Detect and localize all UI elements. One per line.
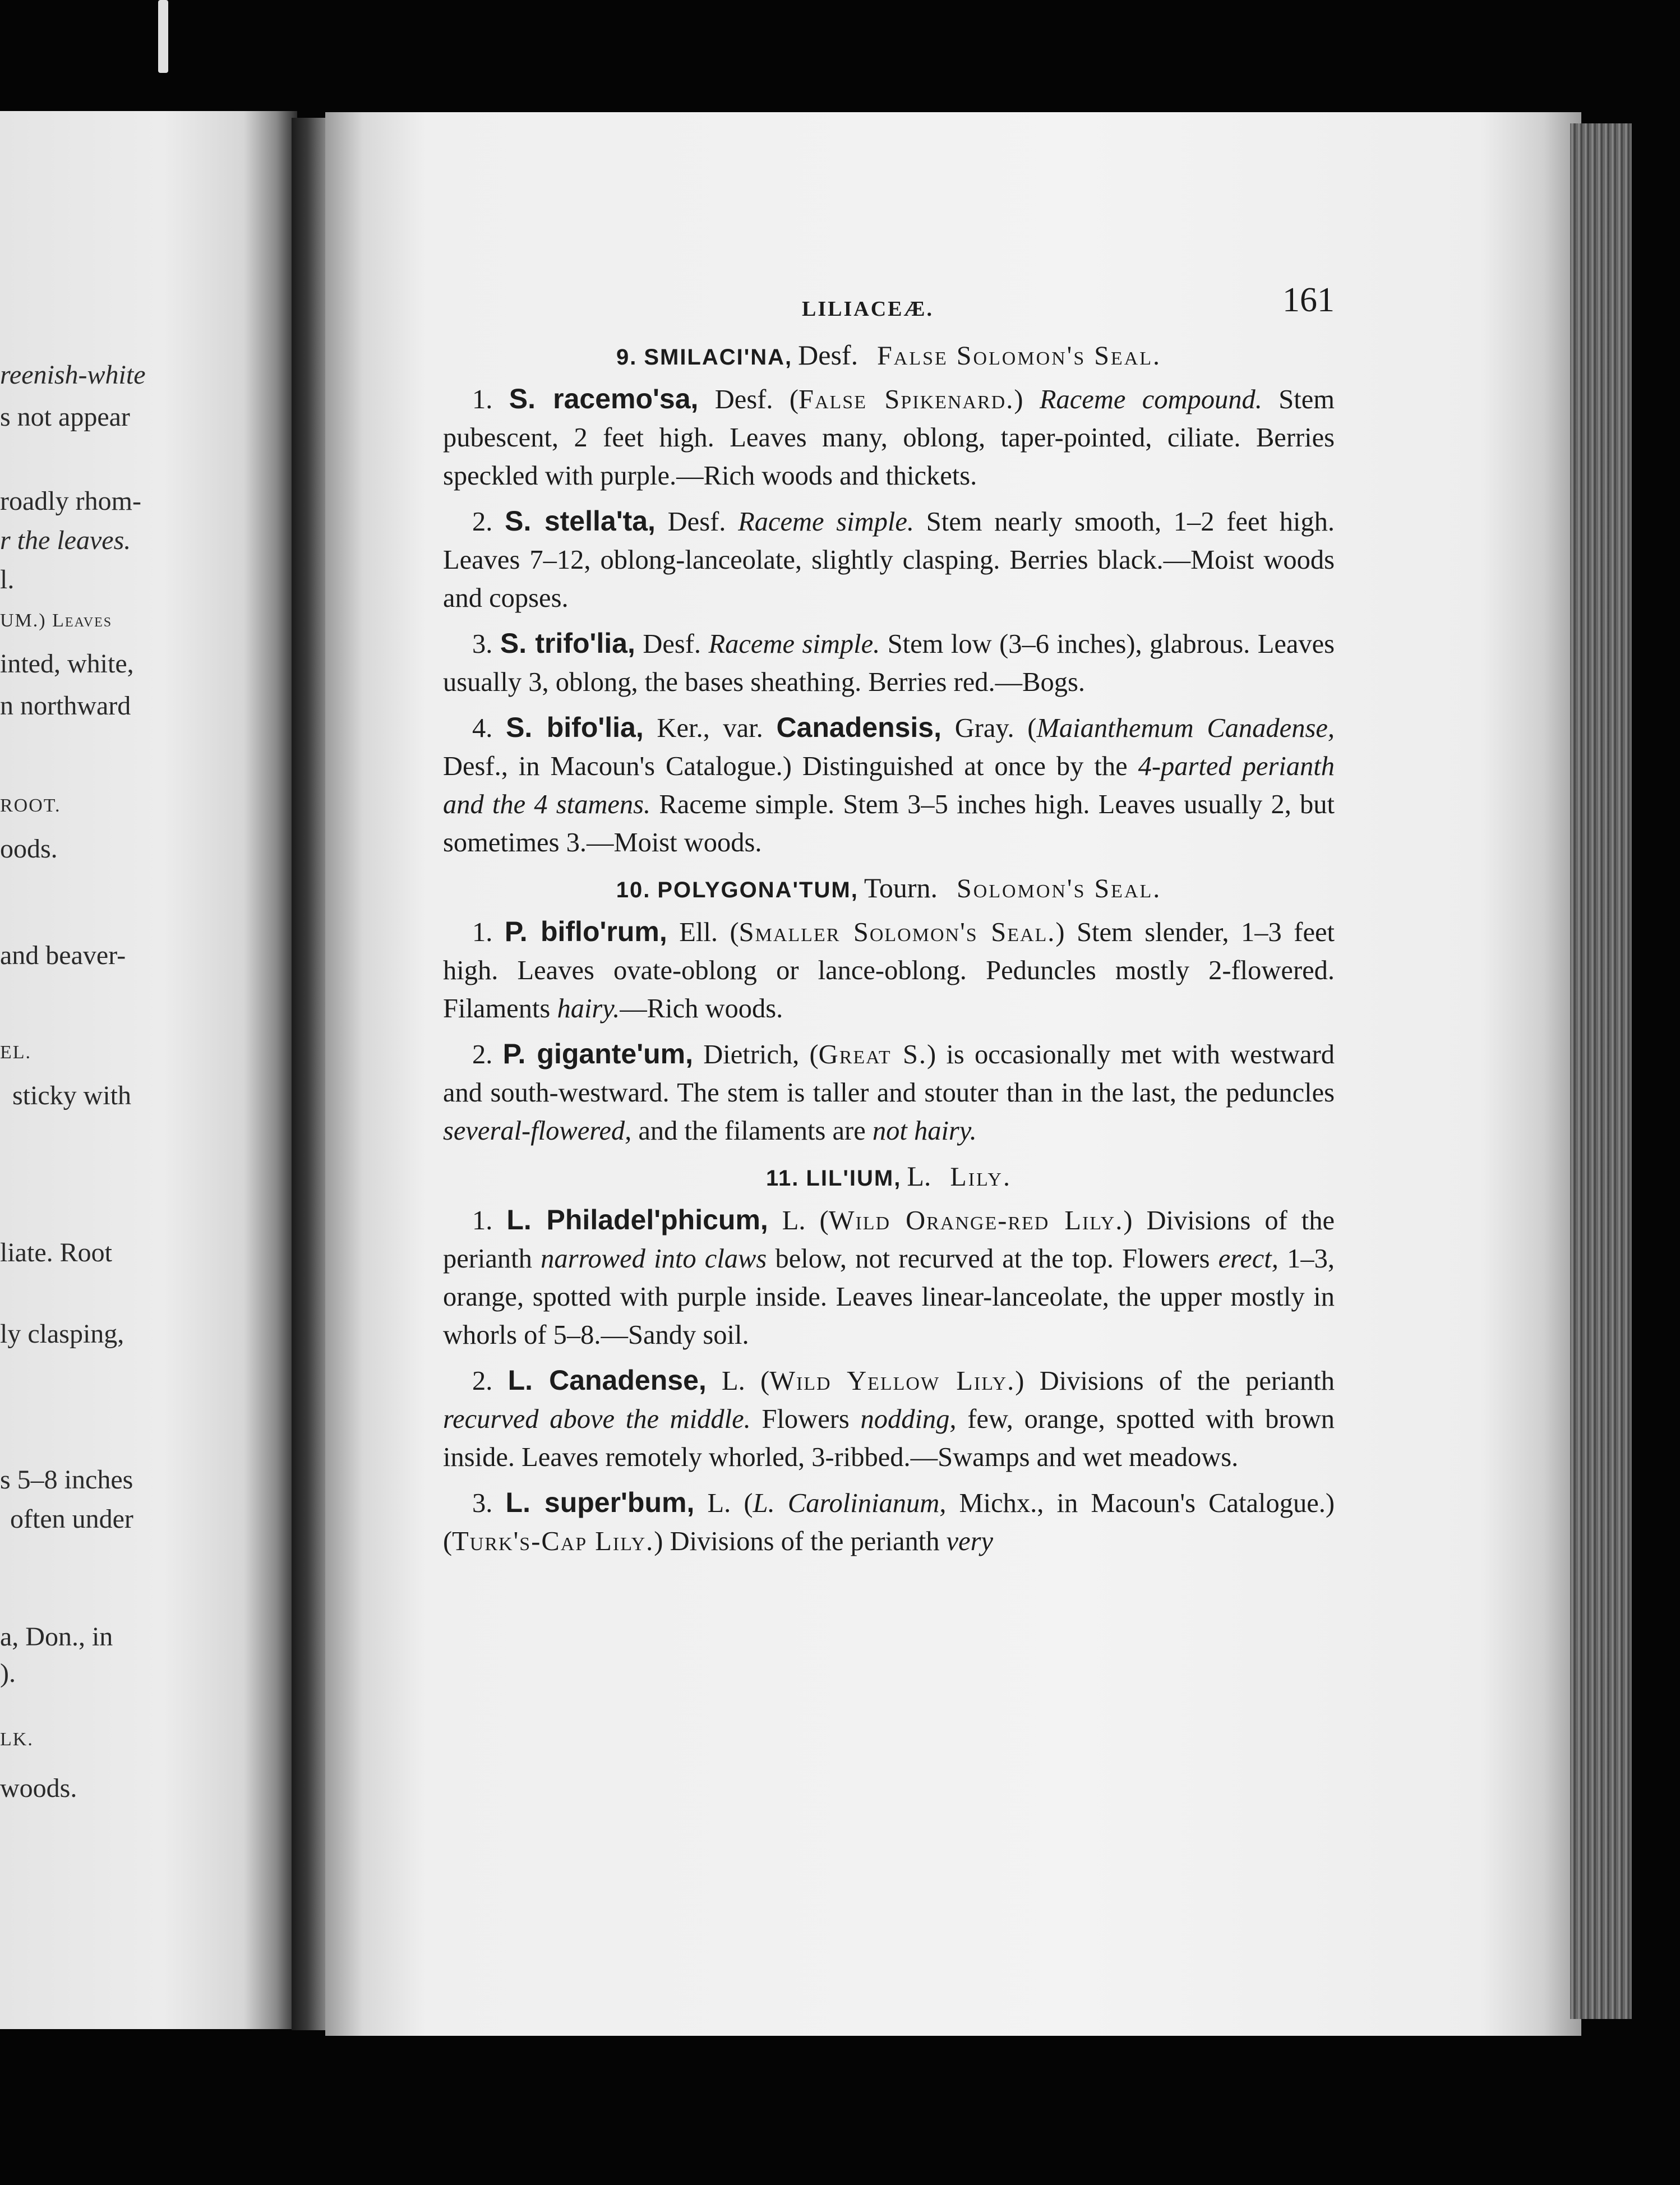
entry-text: Desf.: [655, 507, 739, 537]
left-page-line: and beaver-: [0, 941, 126, 970]
entry-text: ) Divisions of the perianth: [443, 1206, 1335, 1274]
entry-text: L. (: [768, 1206, 829, 1236]
species-number: 1.: [472, 918, 493, 947]
genus-authority: Desf.: [798, 339, 859, 371]
entry-text: ) Divisions of the perianth: [654, 1527, 947, 1556]
entry-text: Ell. (: [667, 918, 739, 947]
genus-heading: [443, 1157, 1335, 1197]
entry-text: Desf.: [635, 629, 709, 659]
entry-text: narrowed into claws: [541, 1244, 767, 1274]
entry-text: Wild Orange-red Lily.: [828, 1206, 1124, 1236]
entry-text: Smaller Solomon's Seal.: [739, 918, 1056, 947]
page-number: 161: [1282, 281, 1335, 319]
entry-text: Dietrich, (: [693, 1040, 819, 1070]
genus-name: SMILACI'NA,: [644, 345, 793, 370]
entry-text: Raceme simple.: [708, 629, 880, 659]
entry-text: Desf. (: [698, 385, 799, 414]
entry-text: Stem low (3–6 inches), glabrous. Leaves usually 3, oblong, the bases sheathing. Berries red.—Bogs.: [443, 629, 1335, 697]
genus-number: 10.: [616, 878, 651, 902]
scan-edge-mark: [158, 0, 168, 73]
left-page-line: often under: [10, 1504, 133, 1534]
genus-heading: [443, 869, 1335, 909]
entry-text: not hairy.: [872, 1116, 977, 1146]
species-number: 2.: [472, 507, 493, 537]
left-page-line: inted, white,: [0, 649, 134, 679]
left-page-line: liate. Root: [0, 1238, 112, 1267]
page-content: [443, 283, 1335, 1568]
species-entry: [443, 502, 1335, 617]
species-number: 2.: [472, 1366, 493, 1396]
left-page-line: a, Don., in: [0, 1622, 113, 1652]
species-number: 2.: [472, 1040, 493, 1070]
left-page-line: roadly rhom-: [0, 486, 141, 516]
entry-text: recurved above the middle.: [443, 1404, 751, 1434]
entry-text: hairy.: [557, 994, 620, 1024]
genus-name: POLYGONA'TUM,: [657, 878, 859, 902]
page-edges: [1570, 123, 1632, 2019]
entry-text: Ker., var.: [643, 713, 777, 743]
entry-text: Flowers: [750, 1404, 861, 1434]
species-name: S. bifo'lia,: [506, 712, 644, 743]
left-page-line: r the leaves.: [0, 525, 131, 555]
entry-text: Michx., in Macoun's Catalogue.) (: [443, 1488, 1335, 1556]
entry-text: L. Carolinianum,: [753, 1488, 947, 1518]
left-page-line: ly clasping,: [0, 1319, 124, 1349]
entry-text: Great S.: [818, 1040, 927, 1070]
species-entry: [443, 380, 1335, 495]
genus-authority: Tourn.: [864, 872, 938, 903]
species-name: P. biflo'rum,: [504, 916, 667, 947]
entry-text: False Spikenard.: [799, 385, 1014, 414]
entry-text: Stem pubescent, 2 feet high. Leaves many, oblong, taper-pointed, ciliate. Berries speckled with purple.—Rich woods and thickets.: [443, 385, 1335, 491]
entry-text: Wild Yellow Lily.: [769, 1366, 1016, 1396]
entry-text: few, orange, spotted with brown inside. Leaves remotely whorled, 3-ribbed.—Swamps and wet meadows.: [443, 1404, 1335, 1472]
left-page-line: s not appear: [0, 402, 130, 432]
left-page-line: ROOT.: [0, 795, 61, 816]
entry-text: Desf., in Macoun's Catalogue.) Distinguished at once by the: [443, 752, 1138, 781]
entry-text: and the filaments are: [631, 1116, 873, 1146]
entry-text: 4-parted perianth and the 4 stamens.: [443, 752, 1335, 819]
species-name: S. trifo'lia,: [500, 628, 635, 659]
left-page-line: ).: [0, 1658, 16, 1688]
left-page-line: l.: [0, 565, 15, 594]
left-page-line: UM.) Leaves: [0, 610, 113, 631]
entry-text: 1–3, orange, spotted with purple inside. Leaves linear-lanceolate, the upper mostly in whorls of 5–8.—Sandy soil.: [443, 1244, 1335, 1350]
species-number: 3.: [472, 629, 493, 659]
genus-heading: [443, 336, 1335, 376]
entry-text: L. (: [706, 1366, 770, 1396]
species-number: 1.: [472, 385, 493, 414]
species-entry: [443, 1035, 1335, 1150]
entry-text: Raceme compound.: [1039, 385, 1262, 414]
species-entry: [443, 912, 1335, 1028]
species-entry: [443, 1483, 1335, 1561]
left-page-line: EL.: [0, 1042, 32, 1063]
genus-number: 11.: [766, 1166, 800, 1191]
entry-text: —Rich woods.: [620, 994, 783, 1024]
entry-text: erect,: [1218, 1244, 1279, 1274]
entry-text: ) is occasionally met with westward and south-westward. The stem is taller and stouter than in the last, the peduncles: [443, 1040, 1335, 1108]
entry-text: Stem nearly smooth, 1–2 feet high. Leaves 7–12, oblong-lanceolate, slightly clasping. Berries black.—Moist woods and copses.: [443, 507, 1335, 613]
entry-text: nodding,: [860, 1404, 957, 1434]
species-name: L. super'bum,: [505, 1487, 695, 1518]
entry-text: ) Divisions of the perianth: [1015, 1366, 1335, 1396]
entry-text: ): [1014, 385, 1040, 414]
genus-authority: L.: [907, 1160, 931, 1192]
species-number: 4.: [472, 713, 493, 743]
entry-text: Raceme simple. Stem 3–5 inches high. Leaves usually 2, but sometimes 3.—Moist woods.: [443, 790, 1335, 858]
entry-text: Canadensis,: [776, 712, 942, 743]
species-entry: [443, 1361, 1335, 1477]
entry-text: ) Stem slender, 1–3 feet high. Leaves ovate-oblong or lance-oblong. Peduncles mostly 2-flowered. Filaments: [443, 918, 1335, 1024]
genus-common-name: Lily.: [950, 1162, 1012, 1192]
entry-text: Turk's-Cap Lily.: [452, 1527, 654, 1556]
left-page-line: n northward: [0, 691, 131, 721]
genus-common-name: Solomon's Seal.: [957, 874, 1162, 903]
left-page-line: woods.: [0, 1773, 77, 1803]
entry-text: very: [946, 1527, 994, 1556]
species-number: 3.: [472, 1488, 493, 1518]
left-page-line: reenish-white: [0, 360, 146, 390]
entry-text: below, not recurved at the top. Flowers: [767, 1244, 1219, 1274]
entry-text: several-flowered,: [443, 1116, 632, 1146]
left-page-line: oods.: [0, 834, 58, 864]
species-name: L. Canadense,: [507, 1365, 707, 1396]
genus-name: LIL'IUM,: [806, 1166, 902, 1191]
genus-sections: [443, 336, 1335, 1561]
species-entry: [443, 1201, 1335, 1354]
left-page: [0, 111, 297, 2029]
running-head: [443, 283, 1335, 334]
left-page-line: sticky with: [12, 1081, 131, 1110]
left-page-line: LK.: [0, 1729, 34, 1750]
entry-text: Gray. (: [941, 713, 1037, 743]
running-title: LILIACEÆ.: [802, 297, 934, 321]
entry-text: Raceme simple.: [738, 507, 915, 537]
left-page-line: s 5–8 inches: [0, 1465, 133, 1495]
species-name: S. stella'ta,: [505, 505, 656, 537]
species-number: 1.: [472, 1206, 493, 1236]
species-entry: [443, 708, 1335, 862]
entry-text: Maianthemum Canadense,: [1036, 713, 1335, 743]
entry-text: L. (: [694, 1488, 753, 1518]
genus-number: 9.: [616, 345, 638, 370]
species-entry: [443, 624, 1335, 702]
genus-common-name: False Solomon's Seal.: [877, 341, 1162, 371]
species-name: L. Philadel'phicum,: [506, 1204, 768, 1236]
species-name: S. racemo'sa,: [509, 383, 699, 414]
species-name: P. gigante'um,: [502, 1038, 693, 1070]
